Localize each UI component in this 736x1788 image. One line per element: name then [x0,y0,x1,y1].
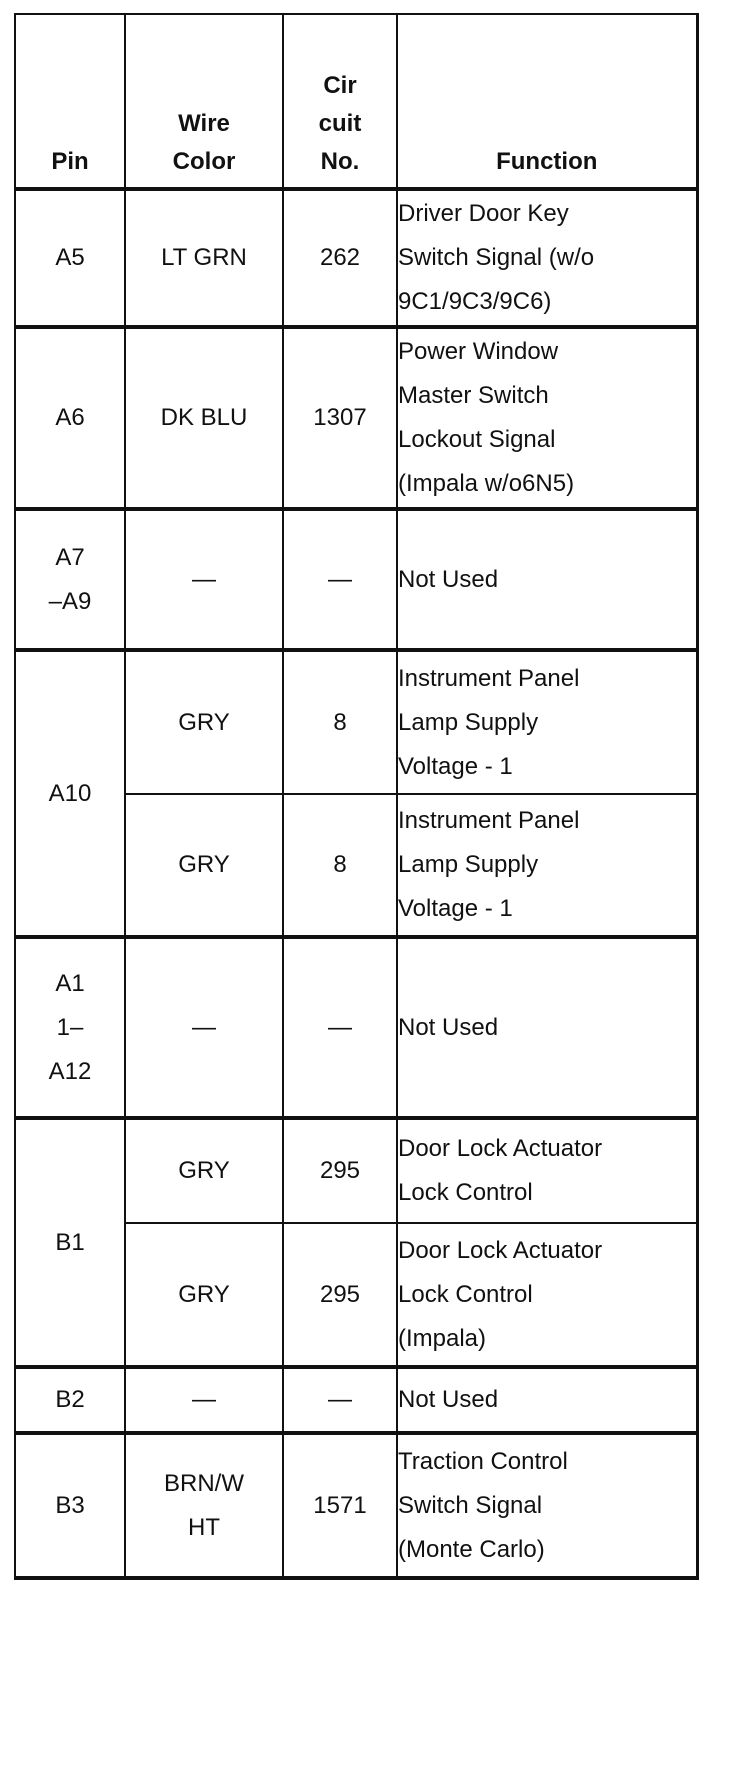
table-row [15,937,697,1118]
function-cell: Driver Door Key Switch Signal (w/o 9C1/9C3/9C6) [397,189,697,327]
pin-cell: A7 –A9 [15,509,125,650]
wire-color-cell: GRY [125,794,283,937]
circuit-number-cell: — [283,509,397,650]
header-wire-color: Wire Color [125,14,283,189]
wire-color-cell: — [125,509,283,650]
wire-color-cell: — [125,937,283,1118]
pin-cell: A5 [15,189,125,327]
wire-color-cell: GRY [125,1223,283,1367]
header-function: Function [397,14,697,189]
function-cell: Not Used [397,509,697,650]
function-cell: Power Window Master Switch Lockout Signal (Impala w/o6N5) [397,327,697,509]
table-header [15,14,697,189]
circuit-number-cell: 1571 [283,1433,397,1578]
pin-cell: A6 [15,327,125,509]
pin-cell: B1 [15,1118,125,1367]
table-row [15,327,697,509]
function-cell: Instrument Panel Lamp Supply Voltage - 1 [397,650,697,794]
circuit-number-cell: — [283,937,397,1118]
wire-color-cell: BRN/W HT [125,1433,283,1578]
header-circuit-no: Cir cuit No. [283,14,397,189]
circuit-number-cell: 1307 [283,327,397,509]
wire-color-cell: — [125,1367,283,1433]
table-row [15,509,697,650]
function-cell: Instrument Panel Lamp Supply Voltage - 1 [397,794,697,937]
wire-color-cell: DK BLU [125,327,283,509]
pin-cell: B2 [15,1367,125,1433]
circuit-number-cell: 295 [283,1223,397,1367]
function-cell: Not Used [397,1367,697,1433]
table-row [15,1367,697,1433]
function-cell: Door Lock Actuator Lock Control (Impala) [397,1223,697,1367]
function-cell: Door Lock Actuator Lock Control [397,1118,697,1223]
pin-cell: A1 1– A12 [15,937,125,1118]
table-body [15,189,697,1578]
circuit-number-cell: 8 [283,794,397,937]
function-cell: Not Used [397,937,697,1118]
table-row [15,1433,697,1578]
function-cell: Traction Control Switch Signal (Monte Carlo) [397,1433,697,1578]
circuit-number-cell: 262 [283,189,397,327]
pin-cell: A10 [15,650,125,937]
circuit-number-cell: — [283,1367,397,1433]
header-row [15,14,697,189]
pin-cell: B3 [15,1433,125,1578]
wire-color-cell: LT GRN [125,189,283,327]
table-row [15,650,697,794]
wire-color-cell: GRY [125,1118,283,1223]
wire-color-cell: GRY [125,650,283,794]
circuit-number-cell: 8 [283,650,397,794]
connector-pinout-table [14,13,699,1580]
table-row [15,189,697,327]
table-row [15,1118,697,1223]
circuit-number-cell: 295 [283,1118,397,1223]
header-pin: Pin [15,14,125,189]
